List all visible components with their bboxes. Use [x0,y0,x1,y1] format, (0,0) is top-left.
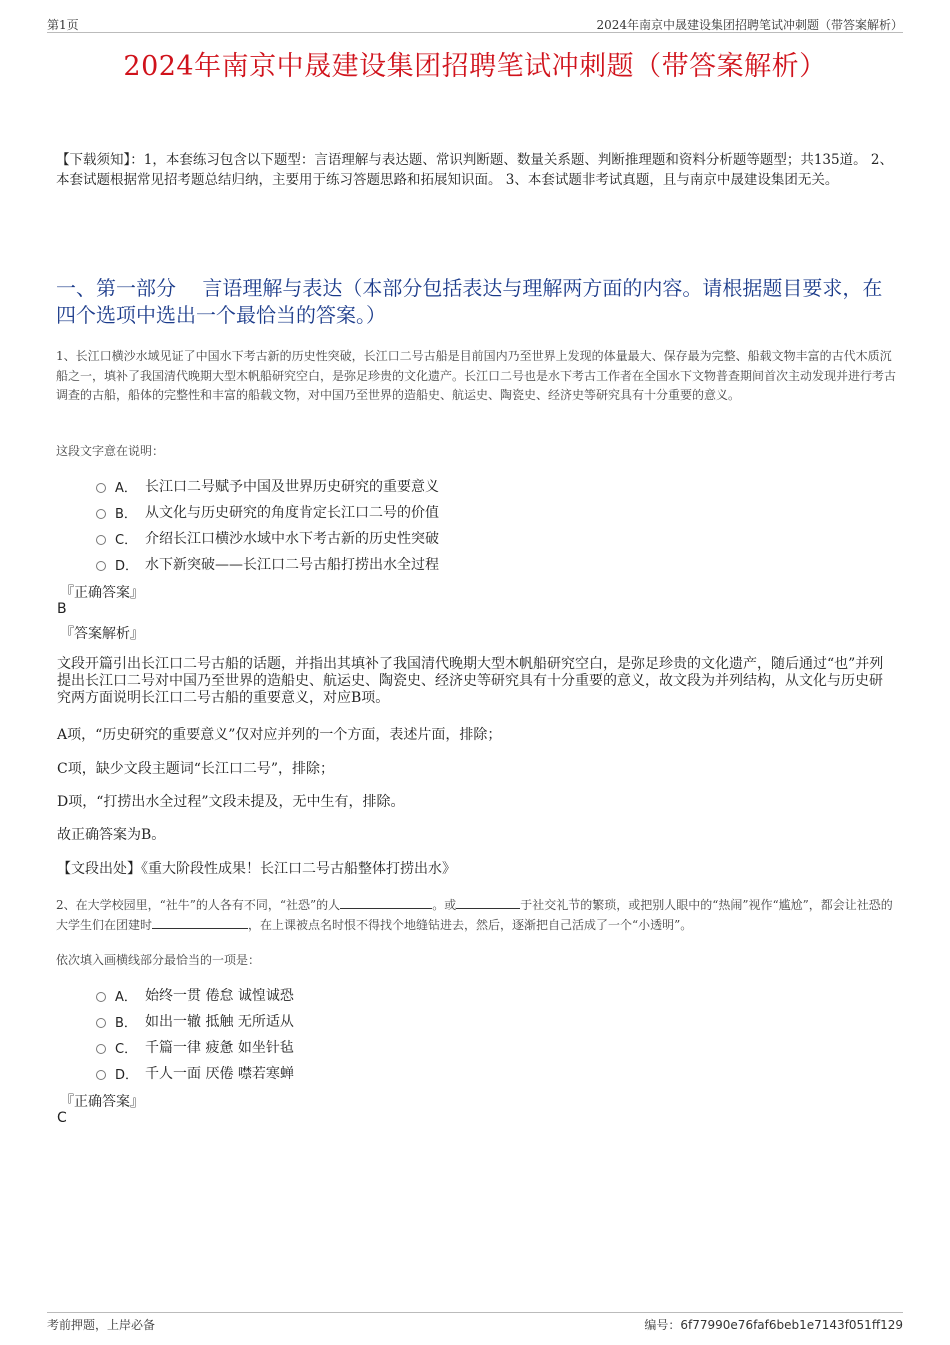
radio-icon[interactable] [96,561,106,571]
footer-code: 编号：6f77990e76faf6beb1e7143f051ff129 [644,1318,903,1332]
download-notice: 【下载须知】：1，本套练习包含以下题型：言语理解与表达题、常识判断题、数量关系题、判断推理题和资料分析题等题型；共135道。 2、本套试题根据常见招考题总结归纳，主要用于练习答题思路和拓展知识面。 3、本套试题非考试真题，且与南京中晟建设集团无关。 [56,152,893,188]
q2-option-b[interactable]: B． 如出一辙 抵触 无所适从 [96,1011,294,1031]
q1-analysis-label: 『答案解析』 [60,626,144,642]
question-2-text: 2、在大学校园里，“社牛”的人各有不同，“社恐”的人 。或 于社交礼节的繁琐，或把别人眼中的“热闹”视作“尴尬”，都会让社恐的大学生们在团建时 ，在上课被点名时恨不得找个地缝钻进去，然后，逐渐把自己活成了一个“小透明”。 [56,898,893,932]
q1-d-note: D项，“打捞出水全过程”文段未提及，无中生有，排除。 [57,794,405,810]
page-header [47,14,903,33]
radio-icon[interactable] [96,992,106,1002]
radio-icon[interactable] [96,1018,106,1028]
radio-icon[interactable] [96,509,106,519]
section-heading: 一、第一部分 言语理解与表达（本部分包括表达与理解两方面的内容。请根据题目要求，在四个选项中选出一个最恰当的答案。） [56,276,883,327]
q1-option-a[interactable]: A． 长江口二号赋予中国及世界历史研究的重要意义 [96,476,439,496]
radio-icon[interactable] [96,483,106,493]
footer-slogan: 考前押题，上岸必备 [47,1318,156,1332]
fill-blank-3[interactable] [152,916,248,929]
fill-blank-1[interactable] [340,896,432,909]
q2-answer-label: 『正确答案』 [60,1094,144,1110]
radio-icon[interactable] [96,1070,106,1080]
q1-option-b[interactable]: B． 从文化与历史研究的角度肯定长江口二号的价值 [96,502,439,522]
question-1-prompt: 这段文字意在说明： [56,444,165,458]
page-number: 第1页 [47,18,79,32]
q1-a-note: A项，“历史研究的重要意义”仅对应并列的一个方面，表述片面，排除； [57,727,502,743]
q1-option-d[interactable]: D． 水下新突破——长江口二号古船打捞出水全过程 [96,554,439,574]
page-title: 2024年南京中晟建设集团招聘笔试冲刺题（带答案解析） [123,51,827,82]
question-2-prompt: 依次填入画横线部分最恰当的一项是： [56,953,261,967]
page-footer [47,1312,903,1333]
q2-option-c[interactable]: C． 千篇一律 疲惫 如坐针毡 [96,1037,294,1057]
radio-icon[interactable] [96,1044,106,1054]
q1-analysis: 文段开篇引出长江口二号古船的话题，并指出其填补了我国清代晚期大型木帆船研究空白，是弥足珍贵的文化遗产，随后通过“也”并列提出长江口二号对中国乃至世界的造船史、航运史、陶瓷史、经济史等研究具有十分重要的意义，故文段为并列结构，从文化与历史研究两方面说明长江口二号古船的重要意义，对应B项。 [57,656,884,706]
q1-answer: B [57,601,67,617]
q1-source: 【文段出处】《重大阶段性成果！长江口二号古船整体打捞出水》 [57,861,456,877]
radio-icon[interactable] [96,535,106,545]
q2-option-a[interactable]: A． 始终一贯 倦怠 诚惶诚恐 [96,985,294,1005]
fill-blank-2[interactable] [456,896,520,909]
q1-answer-label: 『正确答案』 [60,585,144,601]
q1-c-note: C项，缺少文段主题词“长江口二号”，排除； [57,761,335,777]
q2-answer: C [57,1110,67,1126]
q1-conclusion: 故正确答案为B。 [57,827,166,843]
question-1-text: 1、长江口横沙水域见证了中国水下考古新的历史性突破，长江口二号古船是目前国内乃至世界上发现的体量最大、保存最为完整、船载文物丰富的古代木质沉船之一，填补了我国清代晚期大型木帆船研究空白，是弥足珍贵的文化遗产。长江口二号也是水下考古工作者在全国水下文物普查期间首次主动发现并进行考古调查的古船，船体的完整性和丰富的船载文物，对中国乃至世界的造船史、航运史、陶瓷史、经济史等研究具有十分重要的意义。 [56,349,897,402]
q2-option-d[interactable]: D． 千人一面 厌倦 噤若寒蝉 [96,1063,294,1083]
q1-option-c[interactable]: C． 介绍长江口横沙水域中水下考古新的历史性突破 [96,528,439,548]
header-doc-title: 2024年南京中晟建设集团招聘笔试冲刺题（带答案解析） [596,18,903,32]
